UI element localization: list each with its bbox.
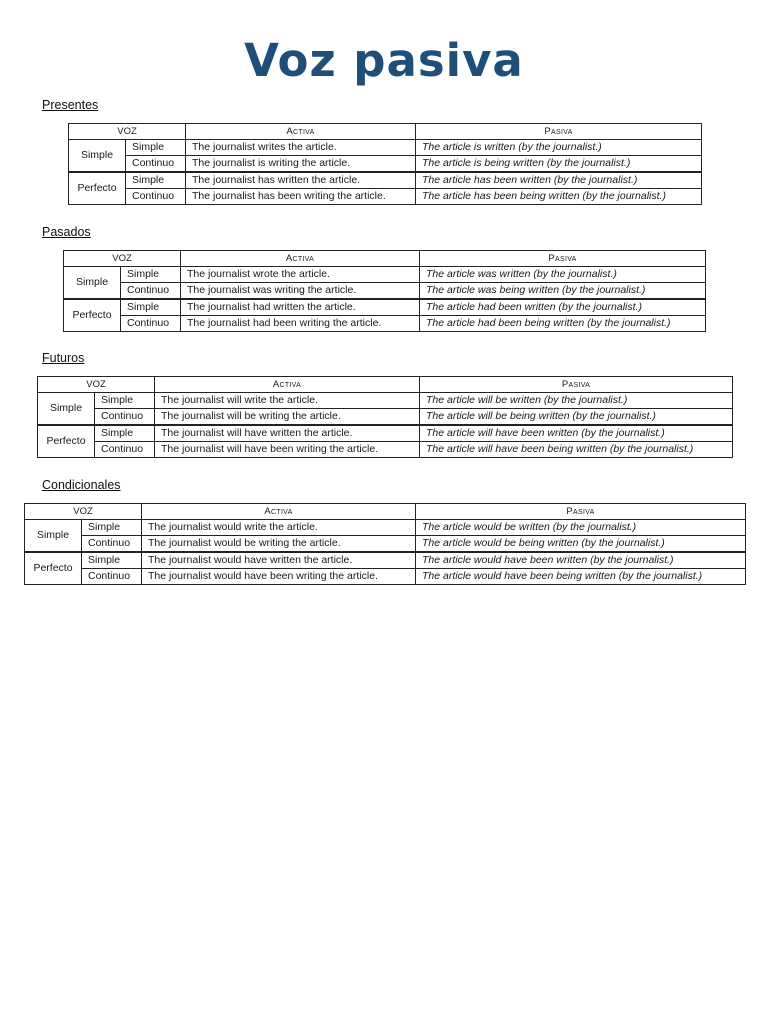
aspect-cell: Continuo — [121, 316, 181, 332]
table-row — [69, 156, 702, 173]
activa-header: Activa — [186, 124, 416, 140]
group-label: Simple — [69, 140, 126, 173]
group-label: Simple — [38, 393, 95, 426]
table-row — [69, 172, 702, 189]
table-row — [25, 520, 746, 536]
voz-header: VOZ — [69, 124, 186, 140]
active-cell: The journalist would have been writing the article. — [142, 569, 416, 585]
aspect-cell: Simple — [121, 299, 181, 316]
active-cell: The journalist will have written the article. — [155, 425, 420, 442]
active-cell: The journalist would write the article. — [142, 520, 416, 536]
table-presentes — [68, 123, 702, 205]
aspect-cell: Simple — [126, 172, 186, 189]
passive-cell: The article had been being written (by the journalist.) — [420, 316, 706, 332]
aspect-cell: Simple — [82, 552, 142, 569]
aspect-cell: Simple — [95, 425, 155, 442]
active-cell: The journalist had been writing the article. — [181, 316, 420, 332]
header-row — [38, 377, 733, 393]
section-heading-futuros: Futuros — [42, 351, 85, 365]
passive-cell: The article has been written (by the journalist.) — [416, 172, 702, 189]
passive-cell: The article had been written (by the journalist.) — [420, 299, 706, 316]
table-row — [38, 409, 733, 426]
page-title: Voz pasiva — [244, 34, 524, 87]
aspect-cell: Simple — [82, 520, 142, 536]
active-cell: The journalist would be writing the article. — [142, 536, 416, 553]
aspect-cell: Continuo — [126, 156, 186, 173]
passive-cell: The article would have been written (by the journalist.) — [416, 552, 746, 569]
table-futuros — [37, 376, 733, 458]
group-label: Perfecto — [25, 552, 82, 585]
aspect-cell: Continuo — [82, 569, 142, 585]
header-row — [25, 504, 746, 520]
passive-cell: The article would be written (by the journalist.) — [416, 520, 746, 536]
aspect-cell: Continuo — [121, 283, 181, 300]
active-cell: The journalist wrote the article. — [181, 267, 420, 283]
table-row — [25, 536, 746, 553]
passive-cell: The article will have been being written (by the journalist.) — [420, 442, 733, 458]
active-cell: The journalist is writing the article. — [186, 156, 416, 173]
table-row — [25, 552, 746, 569]
group-label: Simple — [25, 520, 82, 553]
section-heading-presentes: Presentes — [42, 98, 99, 112]
aspect-cell: Continuo — [126, 189, 186, 205]
pasiva-header: Pasiva — [420, 377, 733, 393]
table-row — [64, 283, 706, 300]
voz-header: VOZ — [64, 251, 181, 267]
aspect-cell: Simple — [95, 393, 155, 409]
active-cell: The journalist writes the article. — [186, 140, 416, 156]
active-cell: The journalist has been writing the article. — [186, 189, 416, 205]
table-row — [38, 425, 733, 442]
passive-cell: The article was written (by the journalist.) — [420, 267, 706, 283]
aspect-cell: Simple — [126, 140, 186, 156]
group-label: Simple — [64, 267, 121, 300]
passive-cell: The article has been being written (by the journalist.) — [416, 189, 702, 205]
table-pasados — [63, 250, 706, 332]
table-row — [64, 299, 706, 316]
passive-cell: The article will have been written (by the journalist.) — [420, 425, 733, 442]
group-label: Perfecto — [38, 425, 95, 458]
passive-cell: The article is written (by the journalist.) — [416, 140, 702, 156]
voz-header: VOZ — [25, 504, 142, 520]
active-cell: The journalist will have been writing the article. — [155, 442, 420, 458]
aspect-cell: Simple — [121, 267, 181, 283]
group-label: Perfecto — [64, 299, 121, 332]
header-row — [64, 251, 706, 267]
pasiva-header: Pasiva — [416, 504, 746, 520]
active-cell: The journalist has written the article. — [186, 172, 416, 189]
active-cell: The journalist will be writing the article. — [155, 409, 420, 426]
header-row — [69, 124, 702, 140]
activa-header: Activa — [181, 251, 420, 267]
pasiva-header: Pasiva — [420, 251, 706, 267]
passive-cell: The article would have been being written (by the journalist.) — [416, 569, 746, 585]
table-row — [69, 189, 702, 205]
table-row — [38, 393, 733, 409]
aspect-cell: Continuo — [82, 536, 142, 553]
group-label: Perfecto — [69, 172, 126, 205]
table-row — [64, 316, 706, 332]
passive-cell: The article is being written (by the journalist.) — [416, 156, 702, 173]
table-row — [25, 569, 746, 585]
passive-cell: The article will be being written (by the journalist.) — [420, 409, 733, 426]
passive-cell: The article would be being written (by the journalist.) — [416, 536, 746, 553]
aspect-cell: Continuo — [95, 442, 155, 458]
table-row — [64, 267, 706, 283]
table-row — [38, 442, 733, 458]
passive-cell: The article will be written (by the journalist.) — [420, 393, 733, 409]
activa-header: Activa — [155, 377, 420, 393]
section-heading-pasados: Pasados — [42, 225, 91, 239]
active-cell: The journalist had written the article. — [181, 299, 420, 316]
section-heading-condicionales: Condicionales — [42, 478, 121, 492]
activa-header: Activa — [142, 504, 416, 520]
pasiva-header: Pasiva — [416, 124, 702, 140]
active-cell: The journalist will write the article. — [155, 393, 420, 409]
passive-cell: The article was being written (by the journalist.) — [420, 283, 706, 300]
table-condicionales — [24, 503, 746, 585]
active-cell: The journalist was writing the article. — [181, 283, 420, 300]
voz-header: VOZ — [38, 377, 155, 393]
aspect-cell: Continuo — [95, 409, 155, 426]
active-cell: The journalist would have written the article. — [142, 552, 416, 569]
table-row — [69, 140, 702, 156]
